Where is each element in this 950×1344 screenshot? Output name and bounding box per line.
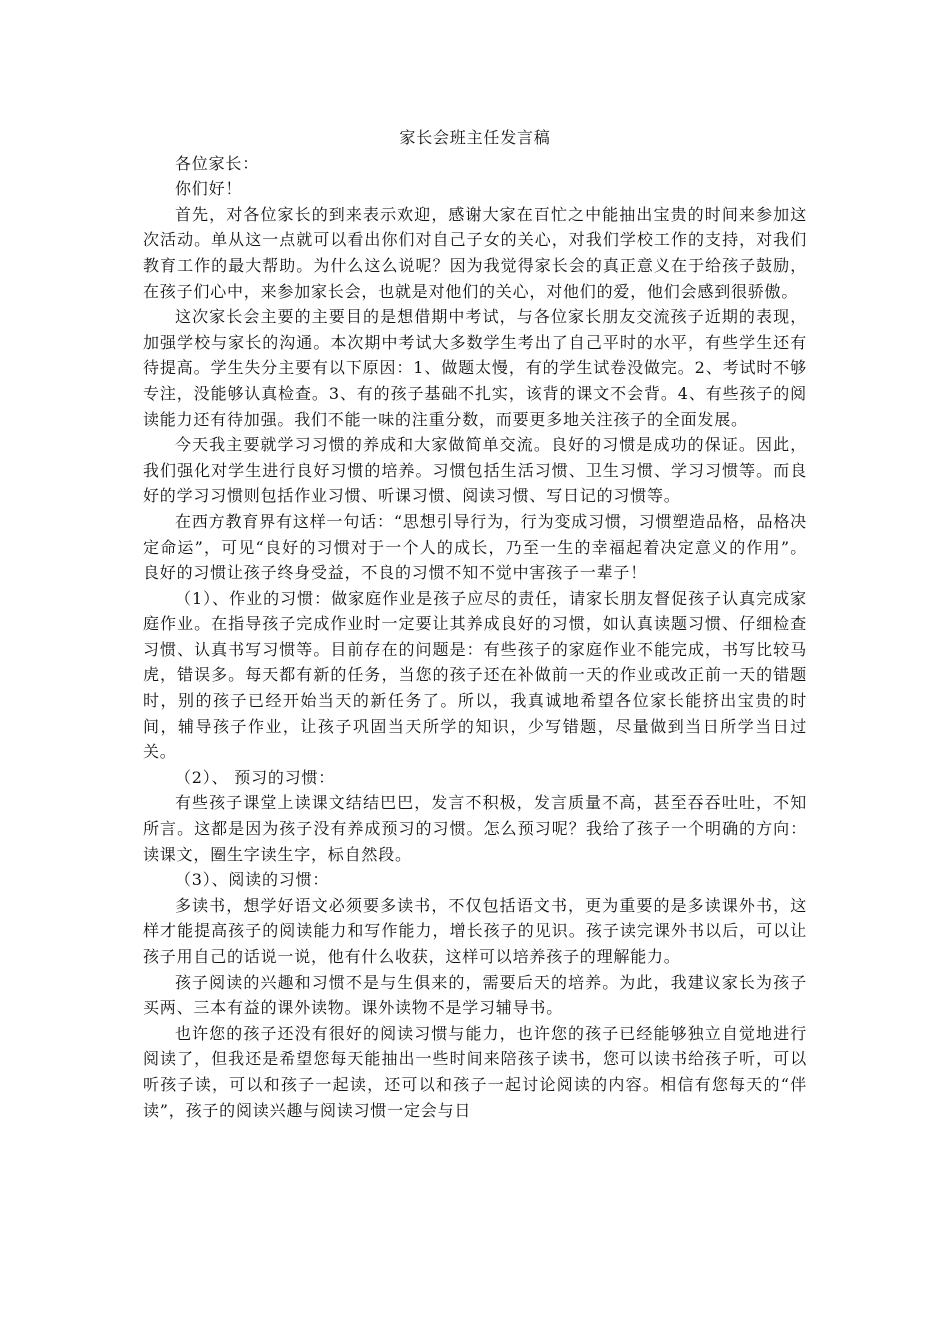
greeting: 你们好！ xyxy=(175,179,243,199)
heading-reading-habit: （3）、阅读的习惯： xyxy=(175,870,330,890)
paragraph-habits-intro: 今天我主要就学习习惯的养成和大家做简单交流。良好的习惯是成功的保证。因此，我们强化对学生进行良好习惯的培养。习惯包括生活习惯、卫生习惯、学习习惯等。而良好的学习习惯则包括作业习惯、听课习惯、阅读习惯、写日记的习惯等。 xyxy=(143,435,807,506)
paragraph-exam-purpose: 这次家长会主要的主要目的是想借期中考试，与各位家长朋友交流孩子近期的表现，加强学校与家长的沟通。本次期中考试大多数学生考出了自己平时的水平，有些学生还有待提高。学生失分主要有以下原因：1、做题太慢，有的学生试卷没做完。2、考试时不够专注，没能够认真检查。3、有的孩子基础不扎实，该背的课文不会背。4、有些孩子的阅读能力还有待加强。我们不能一味的注重分数，而要更多地关注孩子的全面发展。 xyxy=(143,307,807,429)
paragraph-welcome: 首先，对各位家长的到来表示欢迎，感谢大家在百忙之中能抽出宝贵的时间来参加这次活动。单从这一点就可以看出你们对自己子女的关心，对我们学校工作的支持，对我们教育工作的最大帮助。为什么这么说呢？因为我觉得家长会的真正意义在于给孩子鼓励，在孩子们心中，来参加家长会，也就是对他们的关心，对他们的爱，他们会感到很骄傲。 xyxy=(143,204,807,301)
paragraph-preview-habit: 有些孩子课堂上读课文结结巴巴，发言不积极，发言质量不高，甚至吞吞吐吐，不知所言。这都是因为孩子没有养成预习的习惯。怎么预习呢？我给了孩子一个明确的方向：读课文，圈生字读生字，标自然段。 xyxy=(143,793,807,864)
paragraph-homework-habit: （1）、作业的习惯：做家庭作业是孩子应尽的责任，请家长朋友督促孩子认真完成家庭作业。在指导孩子完成作业时一定要让其养成良好的习惯，如认真读题习惯、仔细检查习惯、认真书写习惯等。目前存在的问题是：有些孩子的家庭作业不能完成，书写比较马虎，错误多。每天都有新的任务，当您的孩子还在补做前一天的作业或改正前一天的错题时，别的孩子已经开始当天的新任务了。所以，我真诚地希望各位家长能挤出宝贵的时间，辅导孩子作业，让孩子巩固当天所学的知识，少写错题，尽量做到当日所学当日过关。 xyxy=(143,588,807,762)
paragraph-reading-interest: 孩子阅读的兴趣和习惯不是与生俱来的，需要后天的培养。为此，我建议家长为孩子买两、三本有益的课外读物。课外读物不是学习辅导书。 xyxy=(143,972,807,1018)
document-page xyxy=(143,125,807,1123)
paragraph-reading-more: 多读书，想学好语文必须要多读书，不仅包括语文书，更为重要的是多读课外书，这样才能提高孩子的阅读能力和写作能力，增长孩子的见识。孩子读完课外书以后，可以让孩子用自己的话说一说，他有什么收获，这样可以培养孩子的理解能力。 xyxy=(143,895,807,966)
paragraph-companion-reading: 也许您的孩子还没有很好的阅读习惯与能力，也许您的孩子已经能够独立自觉地进行阅读了，但我还是希望您每天能抽出一些时间来陪孩子读书，您可以读书给孩子听，可以听孩子读，可以和孩子一起读，还可以和孩子一起讨论阅读的内容。相信有您每天的“伴读”，孩子的阅读兴趣与阅读习惯一定会与日 xyxy=(143,1023,807,1120)
document-title: 家长会班主任发言稿 xyxy=(399,128,551,147)
paragraph-western-quote: 在西方教育界有这样一句话：“思想引导行为，行为变成习惯，习惯塑造品格，品格决定命运”，可见“良好的习惯对于一个人的成长，乃至一生的幸福起着决定意义的作用”。良好的习惯让孩子终身受益，不良的习惯不知不觉中害孩子一辈子！ xyxy=(143,511,807,583)
salutation: 各位家长： xyxy=(175,153,260,173)
heading-preview-habit: （2）、 预习的习惯： xyxy=(175,767,336,787)
